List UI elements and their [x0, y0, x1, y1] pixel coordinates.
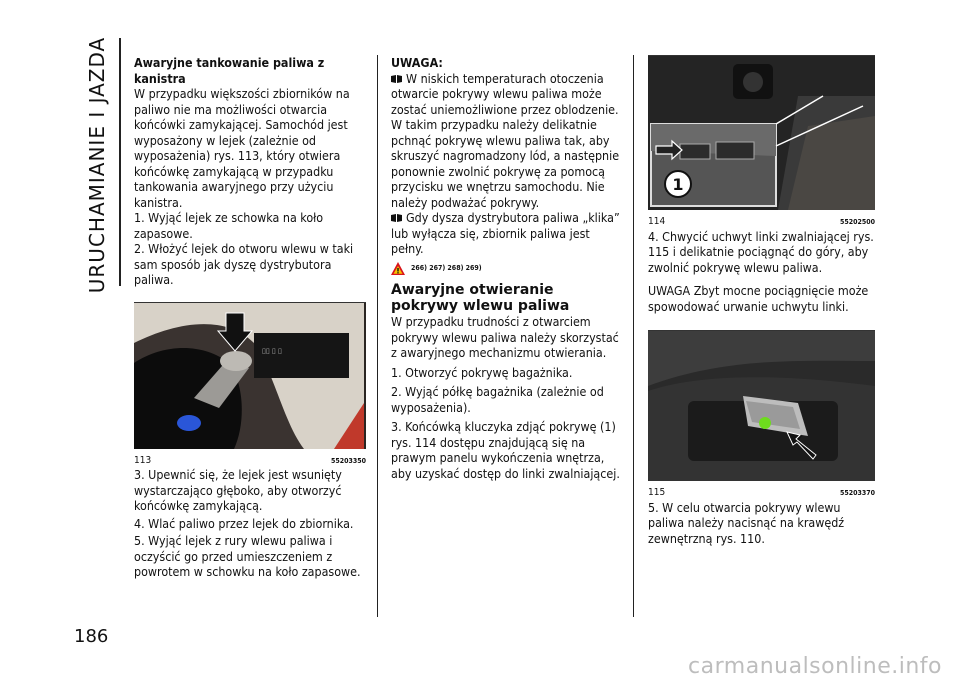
step-5: 5. Wyjąć lejek z rury wlewu paliwa i oczyścić go przed umieszczeniem z powrotem w schowku na koło zapasowe. — [134, 533, 361, 579]
figure-115-image — [648, 331, 875, 481]
book-icon — [391, 75, 402, 83]
step-4: 4. Chwycić uchwyt linki zwalniającej rys. 115 i delikatnie pociągnąć do góry, aby zwolnić pokrywę wlewu paliwa. — [648, 228, 874, 275]
step-2: 2. Wyjąć półkę bagażnika (zależnie od wyposażenia). — [391, 384, 604, 415]
column-divider — [377, 55, 378, 617]
callout-1: 1 — [672, 175, 684, 194]
figure-code: 55203370 — [839, 489, 875, 497]
page-number: 186 — [74, 626, 109, 647]
caution: UWAGA Zbyt mocne pociągnięcie może spowodować urwanie uchwytu linki. — [648, 283, 869, 314]
figure-114 — [648, 56, 875, 210]
note-2: Gdy dysza dystrybutora paliwa „klika” lub wyłącza się, zbiornik paliwa jest pełny. — [391, 210, 620, 256]
step-3: 3. Upewnić się, że lejek jest wsunięty wystarczająco głęboko, aby otworzyć końcówkę zamykającą. — [134, 467, 342, 513]
column-divider — [633, 55, 634, 617]
column-1 — [134, 55, 366, 580]
step-3: 3. Końcówką kluczyka zdjąć pokrywę (1) rys. 114 dostępu znajdującą się na prawym panelu wykończenia wnętrza, aby uzyskać dostęp do linki zwalniającej. — [391, 419, 620, 481]
figure-code: 55203350 — [330, 456, 366, 465]
figure-114-image — [648, 56, 875, 210]
note-1: W niskich temperaturach otoczenia otwarcie pokrywy wlewu paliwa może zostać uniemożliwione przez oblodzenie. W takim przypadku należy delikatnie pchnąć pokrywę wlewu paliwa tak, aby skruszyć nagromadzony lód, a następnie ponownie zwolnić pokrywę za pomocą przycisku we wnętrzu samochodu. Nie należy podważać pokrywy. — [391, 70, 620, 210]
column-2 — [391, 55, 623, 481]
step-5: 5. W celu otwarcia pokrywy wlewu paliwa należy nacisnąć na krawędź zewnętrzną rys. 110. — [648, 499, 845, 546]
figure-number: 114 — [648, 216, 666, 227]
step-1: 1. Wyjąć lejek ze schowka na koło zapasowe. — [134, 210, 324, 241]
note-heading: UWAGA: — [391, 55, 443, 70]
figure-113-image — [134, 303, 364, 449]
section-heading: Awaryjne tankowanie paliwa z kanistra — [134, 55, 325, 86]
chapter-title: URUCHAMIANIE I JAZDA — [85, 36, 109, 294]
book-icon — [391, 214, 402, 222]
warning-references: 266) 267) 268) 269) — [391, 261, 623, 277]
figure-number: 113 — [134, 454, 152, 466]
section-title: Awaryjne otwieranie pokrywy wlewu paliwa — [391, 282, 570, 314]
warning-triangle-icon — [391, 262, 405, 275]
figure-number: 115 — [648, 487, 666, 498]
svg-text:▯▯ ▯ ▯: ▯▯ ▯ ▯ — [262, 346, 282, 355]
figure-113 — [134, 303, 366, 449]
step-2: 2. Włożyć lejek do otworu wlewu w taki sam sposób jak dyszę dystrybutora paliwa. — [134, 241, 354, 287]
chapter-rule — [119, 38, 121, 286]
paragraph: W przypadku większości zbiorników na paliwo nie ma możliwości otwarcia końcówki zamykającej. Samochód jest wyposażony w lejek (zależnie od wyposażenia) rys. 113, który otwiera końcówkę zamykającą w przypadku tankowania awaryjnego przy użyciu kanistra. — [134, 86, 350, 210]
paragraph: W przypadku trudności z otwarciem pokrywy wlewu paliwa należy skorzystać z awaryjnego mechanizmu otwierania. — [391, 314, 619, 360]
watermark: carmanualsonline.info — [688, 654, 942, 679]
step-1: 1. Otworzyć pokrywę bagażnika. — [391, 364, 573, 380]
figure-code: 55202500 — [839, 218, 875, 226]
figure-115 — [648, 331, 875, 481]
column-3 — [648, 55, 875, 546]
step-4: 4. Wlać paliwo przez lejek do zbiornika. — [134, 515, 354, 531]
